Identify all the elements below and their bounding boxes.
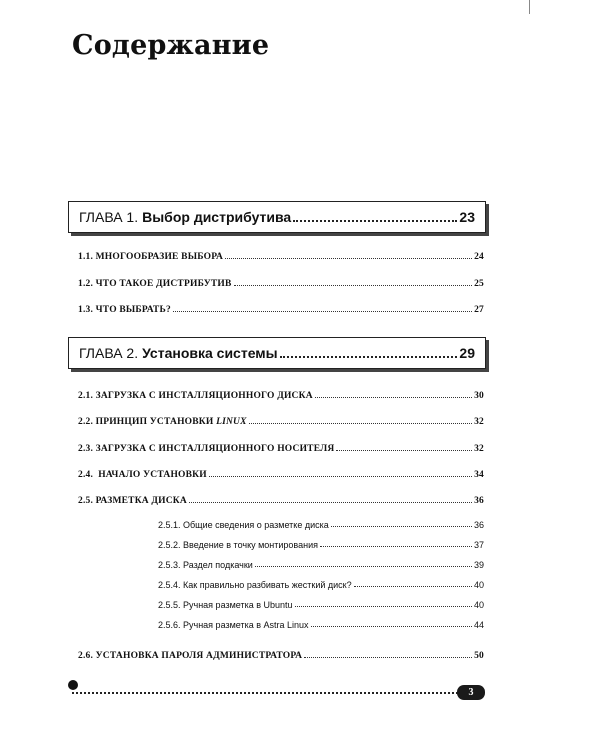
entry-text: 1.1. МНОГООБРАЗИЕ ВЫБОРА — [78, 252, 224, 262]
chapter-title: Установка системы — [142, 345, 278, 361]
dot-leader — [304, 657, 472, 658]
toc-subentry-2-5-5[interactable] — [158, 596, 484, 610]
toc-entry-2-5[interactable] — [78, 492, 484, 506]
entry-text: 2.5.3. Раздел подкачки — [158, 560, 253, 570]
entry-page: 44 — [473, 620, 484, 630]
toc-subentry-2-5-6[interactable] — [158, 616, 484, 630]
entry-page: 37 — [473, 540, 484, 550]
entry-text: 2.5. РАЗМЕТКА ДИСКА — [78, 496, 187, 506]
dot-leader — [189, 502, 472, 503]
toc-entry-1-3[interactable] — [78, 301, 484, 315]
dot-leader — [255, 566, 472, 567]
entry-page: 32 — [474, 444, 484, 454]
chapter-page: 29 — [459, 345, 475, 361]
dot-leader — [295, 606, 472, 607]
entry-page: 40 — [473, 600, 484, 610]
entry-text: 1.3. ЧТО ВЫБРАТЬ? — [78, 305, 171, 315]
entry-text: 2.5.2. Введение в точку монтирования — [158, 540, 318, 550]
entry-text: 2.5.1. Общие сведения о разметке диска — [158, 520, 329, 530]
entry-text: 1.2. ЧТО ТАКОЕ ДИСТРИБУТИВ — [78, 279, 232, 289]
dot-leader — [315, 397, 472, 398]
footer-dotted-line — [72, 692, 458, 694]
entry-page: 30 — [474, 391, 484, 401]
toc-entry-2-3[interactable] — [78, 440, 484, 454]
toc-subentry-2-5-4[interactable] — [158, 576, 484, 590]
entry-text: 2.6. УСТАНОВКА ПАРОЛЯ АДМИНИСТРАТОРА — [78, 651, 303, 661]
entry-page: 40 — [473, 580, 484, 590]
entry-text-linux: LINUX — [216, 417, 247, 427]
entry-page: 39 — [473, 560, 484, 570]
dot-leader — [320, 546, 472, 547]
entry-text: 2.3. ЗАГРУЗКА С ИНСТАЛЛЯЦИОННОГО НОСИТЕЛЯ — [78, 444, 335, 454]
chapter-1-box[interactable] — [68, 201, 486, 233]
dot-leader — [293, 220, 457, 222]
toc-entry-2-2[interactable] — [78, 413, 484, 427]
entry-text — [78, 417, 247, 427]
page-number-badge: 3 — [457, 685, 485, 700]
page-title: Содержание — [72, 30, 270, 61]
entry-page: 50 — [474, 651, 484, 661]
dot-leader — [234, 285, 473, 286]
toc-entry-1-2[interactable] — [78, 275, 484, 289]
entry-page: 32 — [474, 417, 484, 427]
dot-leader — [354, 586, 472, 587]
entry-text: 2.1. ЗАГРУЗКА С ИНСТАЛЛЯЦИОННОГО ДИСКА — [78, 391, 313, 401]
chapter-label: ГЛАВА 1. — [79, 209, 139, 225]
dot-leader — [336, 450, 472, 451]
entry-text: 2.5.5. Ручная разметка в Ubuntu — [158, 600, 293, 610]
entry-text: 2.5.6. Ручная разметка в Astra Linux — [158, 620, 309, 630]
entry-page: 25 — [474, 279, 484, 289]
toc-entry-2-4[interactable] — [78, 466, 484, 480]
entry-page: 24 — [474, 252, 484, 262]
dot-leader — [225, 258, 472, 259]
entry-page: 27 — [474, 305, 484, 315]
toc-entry-1-1[interactable] — [78, 248, 484, 262]
dot-leader — [209, 476, 472, 477]
toc-entry-2-1[interactable] — [78, 387, 484, 401]
entry-text: 2.5.4. Как правильно разбивать жесткий диск? — [158, 580, 352, 590]
chapter-2-box[interactable] — [68, 337, 486, 369]
toc-subentry-2-5-2[interactable] — [158, 536, 484, 550]
entry-text-pre: 2.2. ПРИНЦИП УСТАНОВКИ — [78, 417, 217, 427]
chapter-label: ГЛАВА 2. — [79, 345, 139, 361]
page-edge-line — [529, 0, 530, 14]
footer-bullet — [68, 680, 78, 690]
toc-entry-2-6[interactable] — [78, 647, 484, 661]
entry-page: 36 — [474, 496, 484, 506]
dot-leader — [173, 311, 472, 312]
dot-leader — [280, 356, 458, 358]
dot-leader — [331, 526, 472, 527]
entry-page: 34 — [474, 470, 484, 480]
toc-subentry-2-5-3[interactable] — [158, 556, 484, 570]
toc-subentry-2-5-1[interactable] — [158, 516, 484, 530]
chapter-page: 23 — [459, 209, 475, 225]
dot-leader — [311, 626, 472, 627]
entry-text: 2.4. НАЧАЛО УСТАНОВКИ — [78, 470, 207, 480]
chapter-title: Выбор дистрибутива — [142, 209, 292, 225]
dot-leader — [249, 423, 472, 424]
entry-page: 36 — [473, 520, 484, 530]
